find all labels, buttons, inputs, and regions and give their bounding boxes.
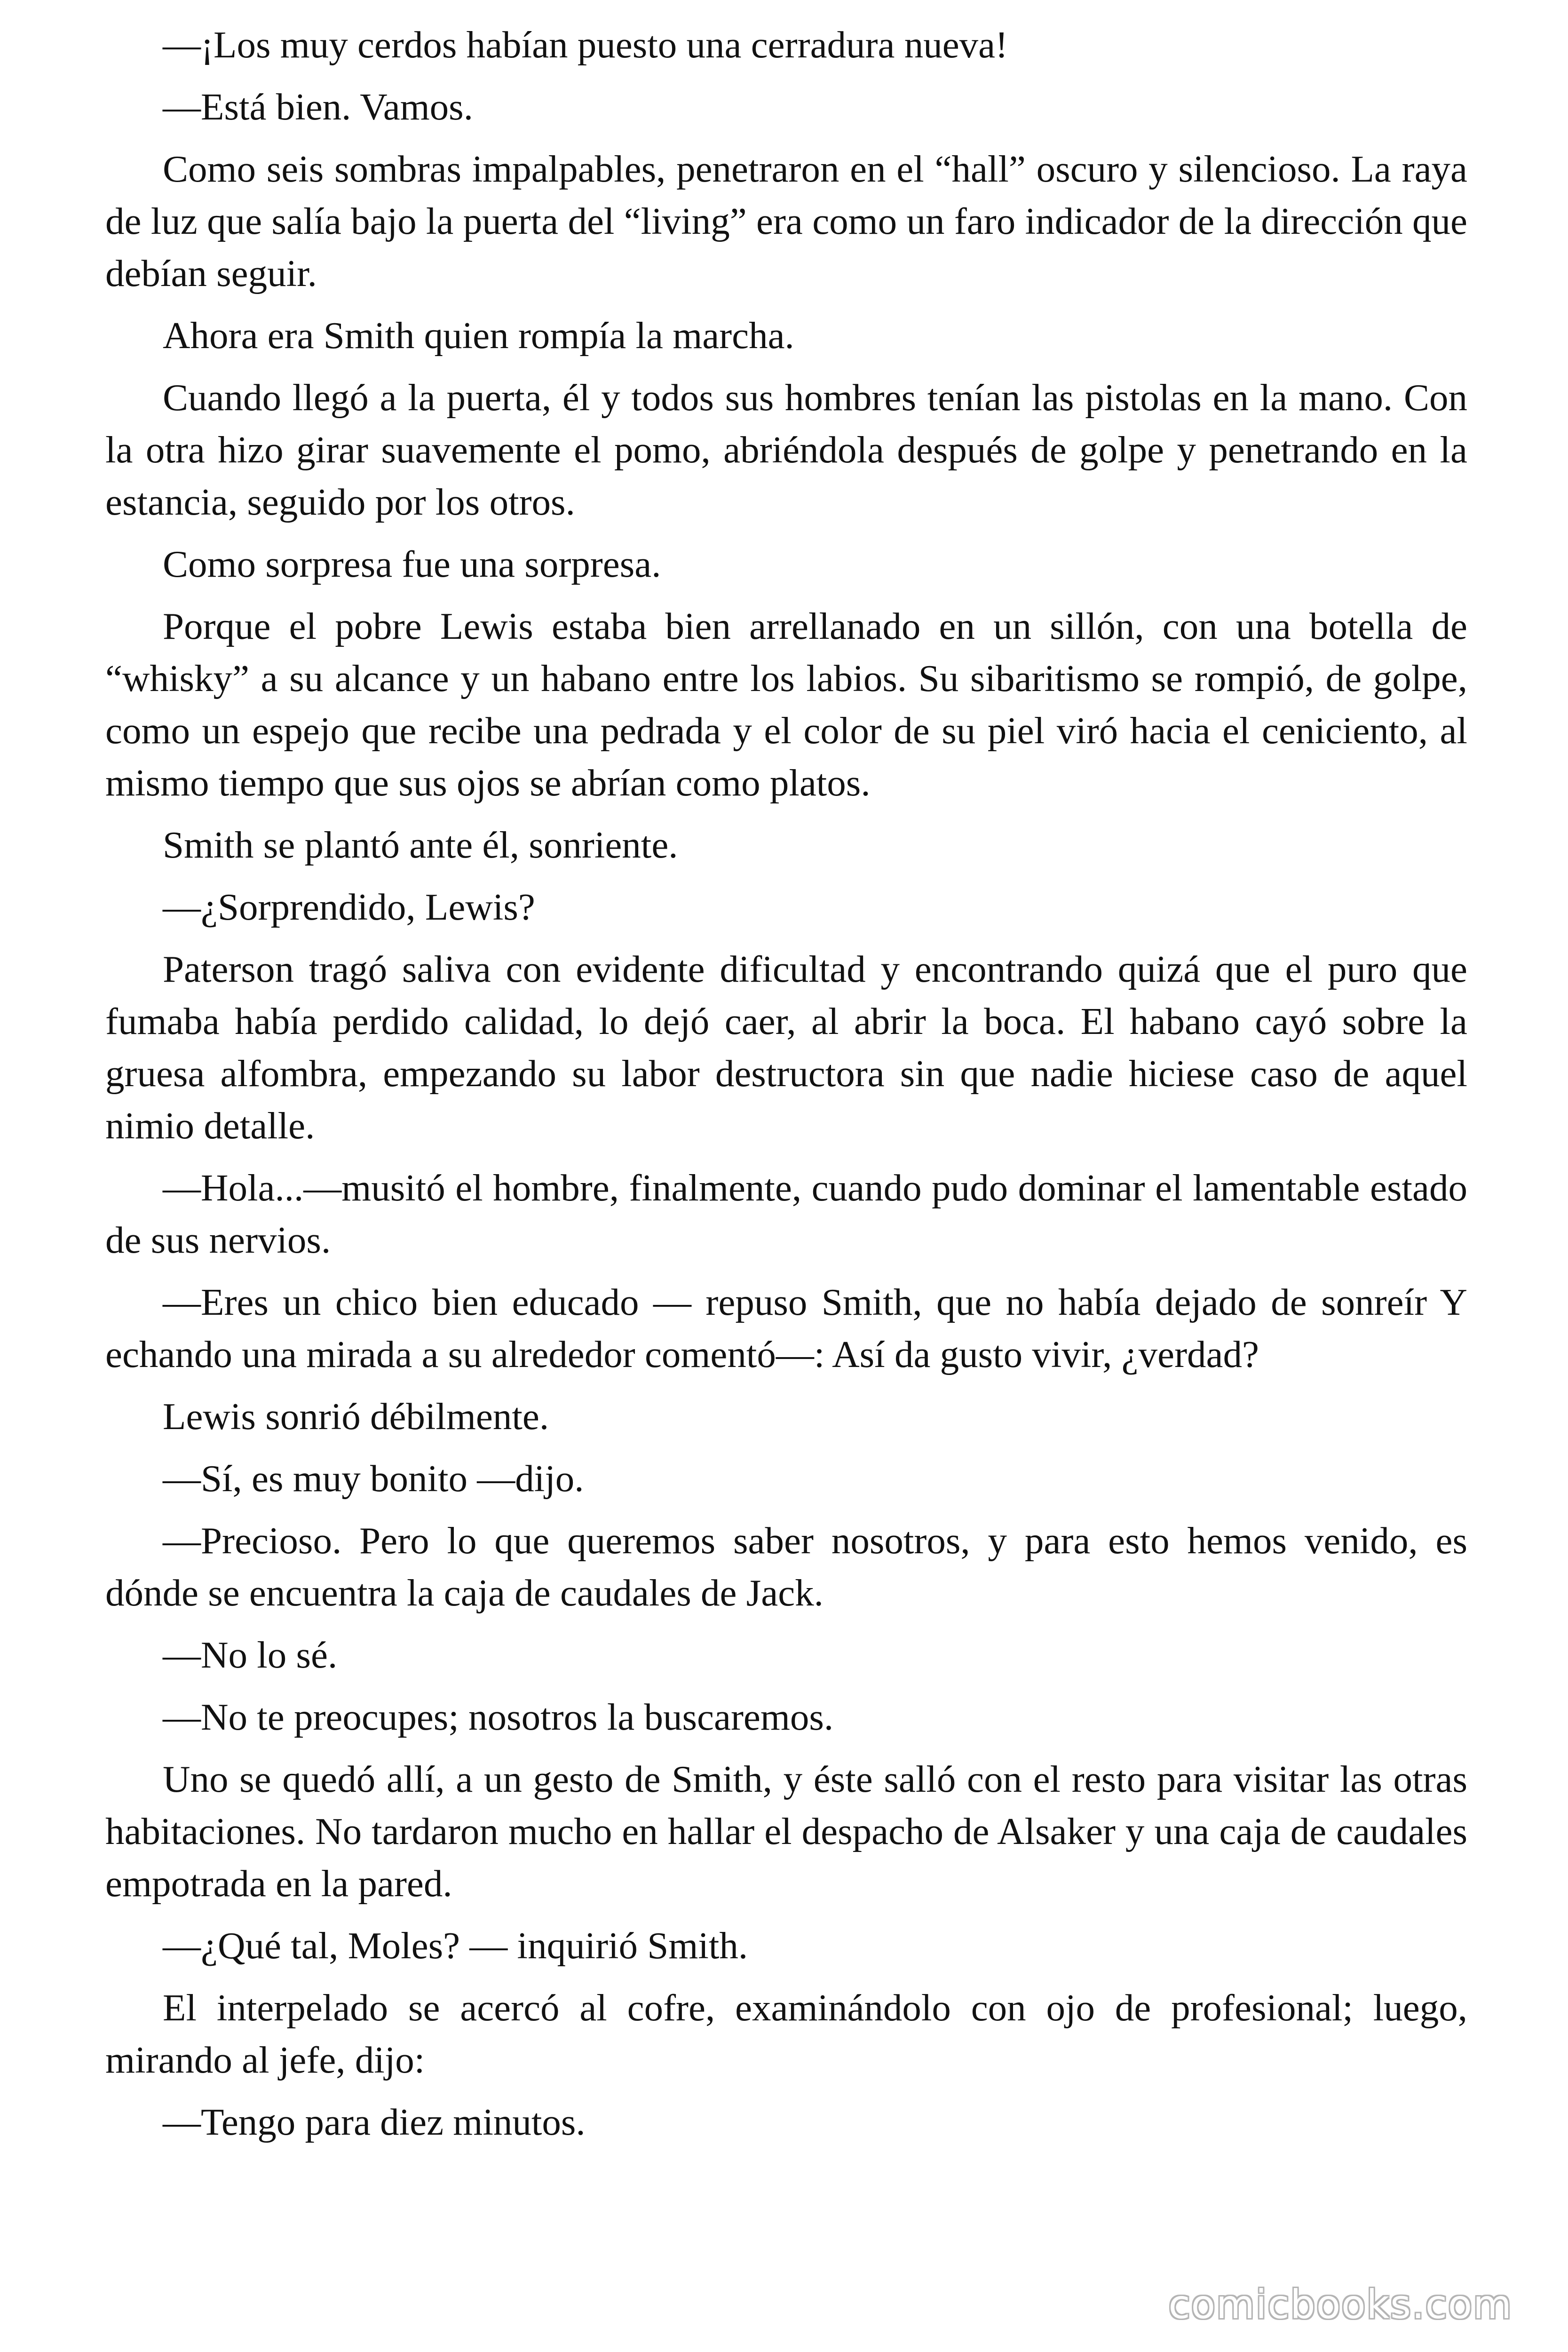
paragraph: Uno se quedó allí, a un gesto de Smith, y éste salló con el resto para visitar las otras habitaciones. No tardaron mucho en hallar el despacho de Alsaker y una caja de caudales empotrada en la pared.	[105, 1758, 1467, 1905]
paragraph: Porque el pobre Lewis estaba bien arrellanado en un sillón, con una botella de “whisky” a su alcance y un habano entre los labios. Su sibaritismo se rompió, de golpe, como un espejo que recibe una pedrada y el color de su piel viró hacia el ceniciento, al mismo tiempo que sus ojos se abrían como platos.	[105, 605, 1467, 804]
paragraph: —Hola...—musitó el hombre, finalmente, cuando pudo dominar el lamentable estado de sus nervios.	[105, 1167, 1467, 1261]
paragraph: Smith se plantó ante él, sonriente.	[163, 824, 678, 866]
paragraph: El interpelado se acercó al cofre, examinándolo con ojo de profesional; luego, mirando al jefe, dijo:	[105, 1986, 1467, 2081]
paragraph: —¿Sorprendido, Lewis?	[163, 886, 535, 928]
paragraph: Cuando llegó a la puerta, él y todos sus hombres tenían las pistolas en la mano. Con la otra hizo girar suavemente el pomo, abriéndola después de golpe y penetrando en la estancia, seguido por los otros.	[105, 376, 1467, 523]
paragraph: Ahora era Smith quien rompía la marcha.	[163, 314, 794, 357]
paragraph: —Tengo para diez minutos.	[163, 2101, 586, 2143]
paragraph: Lewis sonrió débilmente.	[163, 1395, 549, 1438]
paragraph: Como seis sombras impalpables, penetraron en el “hall” oscuro y silencioso. La raya de luz que salía bajo la puerta del “living” era como un faro indicador de la dirección que debían seguir.	[105, 148, 1467, 294]
paragraph: —Sí, es muy bonito —dijo.	[163, 1457, 584, 1500]
paragraph: —No lo sé.	[163, 1634, 338, 1676]
watermark: comicbooks.com	[1168, 2281, 1513, 2328]
paragraph: Como sorpresa fue una sorpresa.	[163, 543, 661, 585]
paragraph: —Precioso. Pero lo que queremos saber nosotros, y para esto hemos venido, es dónde se encuentra la caja de caudales de Jack.	[105, 1519, 1467, 1614]
document-page	[105, 19, 1467, 2158]
paragraph: —Eres un chico bien educado — repuso Smith, que no había dejado de sonreír Y echando una mirada a su alrededor comentó—: Así da gusto vivir, ¿verdad?	[105, 1281, 1467, 1375]
paragraph: —¡Los muy cerdos habían puesto una cerradura nueva!	[163, 24, 1008, 66]
paragraph: —No te preocupes; nosotros la buscaremos.	[163, 1696, 834, 1738]
paragraph: Paterson tragó saliva con evidente dificultad y encontrando quizá que el puro que fumaba había perdido calidad, lo dejó caer, al abrir la boca. El habano cayó sobre la gruesa alfombra, empezando su labor destructora sin que nadie hiciese caso de aquel nimio detalle.	[105, 948, 1467, 1147]
paragraph: —¿Qué tal, Moles? — inquirió Smith.	[163, 1924, 748, 1967]
paragraph: —Está bien. Vamos.	[163, 86, 473, 128]
